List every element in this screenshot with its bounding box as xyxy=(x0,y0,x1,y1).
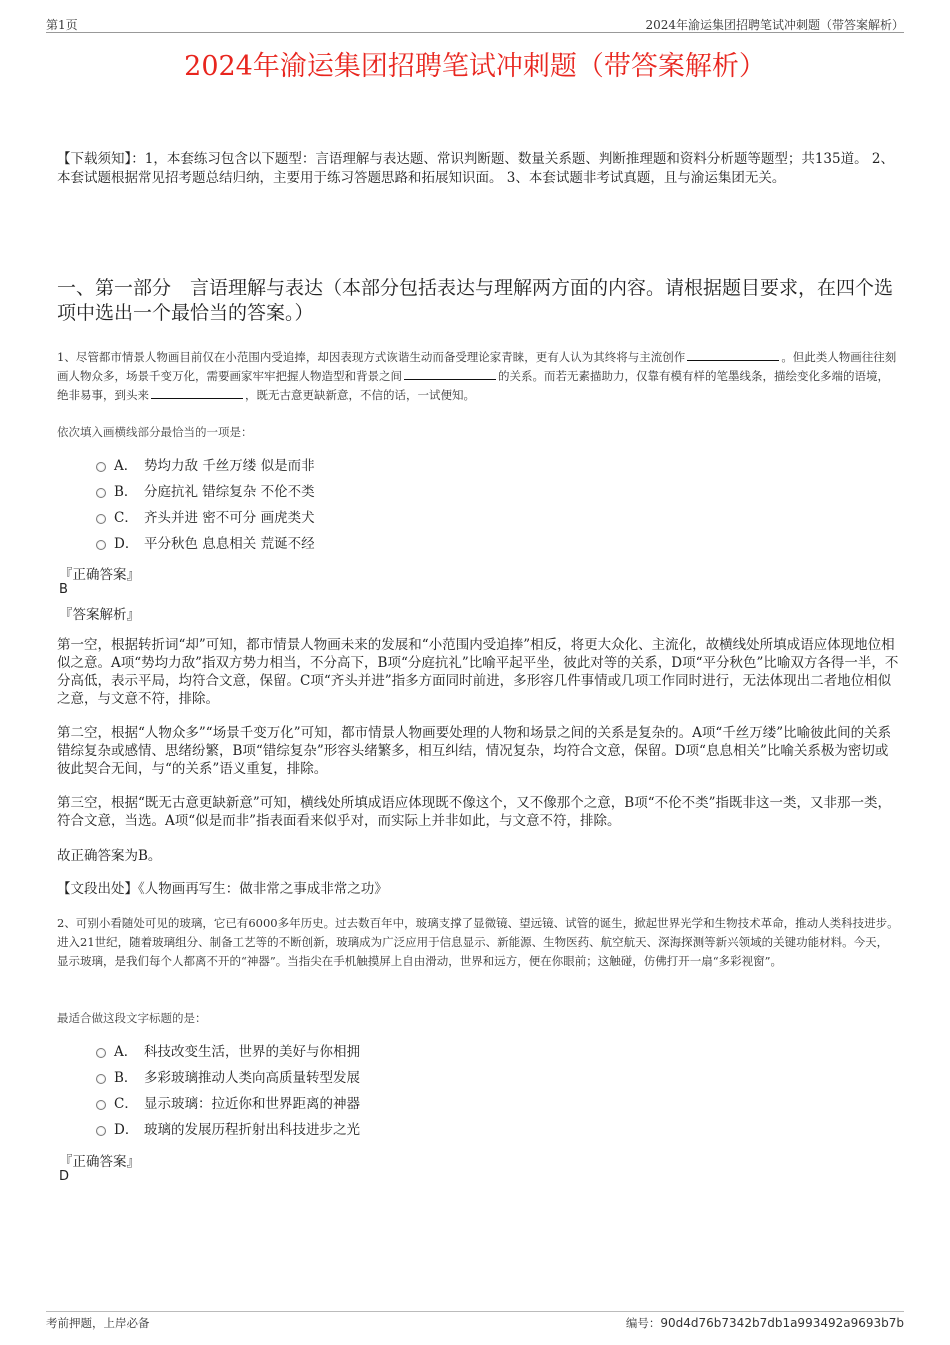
page-footer xyxy=(46,1311,904,1332)
analysis-paragraph: 第一空，根据转折词“却”可知，都市情景人物画未来的发展和“小范围内受追捧”相反，将更大众化、主流化，故横线处所填成语应体现地位相似之意。A项“势均力敌”指双方势力相当，不分高下，B项“分庭抗礼”比喻平起平坐，彼此对等的关系，D项“平分秋色”比喻双方各得一半，不分高低，表示平局，均符合文意，保留。C项“齐头并进”指多方面同时前进，多形容几件事情或几项工作同时进行，无法体现出二者地位相似之意，与文意不符，排除。 xyxy=(57,637,899,707)
fill-blank xyxy=(404,368,496,380)
footer-code: 编号：90d4d76b7342b7db1a993492a9693b7b xyxy=(625,1316,904,1330)
radio-icon[interactable] xyxy=(96,540,106,550)
page-number: 第1页 xyxy=(46,18,78,32)
question-2-option-d[interactable]: D． 玻璃的发展历程折射出科技进步之光 xyxy=(96,1120,360,1140)
analysis-paragraph: 第二空，根据“人物众多”“场景千变万化”可知，都市情景人物画要处理的人物和场景之间的关系是复杂的。A项“千丝万缕”比喻彼此间的关系错综复杂或感情、思绪纷繁，B项“错综复杂”形容头绪繁多，相互纠结，情况复杂，均符合文意，保留。D项“息息相关”比喻关系极为密切或彼此契合无间，与“的关系”语义重复，排除。 xyxy=(57,725,892,777)
question-2-stem: 2、可别小看随处可见的玻璃，它已有6000多年历史。过去数百年中，玻璃支撑了显微镜、望远镜、试管的诞生，掀起世界光学和生物技术革命，推动人类科技进步。进入21世纪，随着玻璃组分、制备工艺等的不断创新，玻璃成为广泛应用于信息显示、新能源、生物医药、航空航天、深海探测等新兴领域的关键功能材料。今天，显示玻璃，是我们每个人都离不开的“神器”。当指尖在手机触摸屏上自由滑动，世界和远方，便在你眼前；这触碰，仿佛打开一扇“多彩视窗”。 xyxy=(57,916,899,968)
radio-icon[interactable] xyxy=(96,1126,106,1136)
question-2-option-b[interactable]: B． 多彩玻璃推动人类向高质量转型发展 xyxy=(96,1068,360,1088)
radio-icon[interactable] xyxy=(96,1048,106,1058)
radio-icon[interactable] xyxy=(96,1100,106,1110)
download-notice: 【下载须知】：1，本套练习包含以下题型：言语理解与表达题、常识判断题、数量关系题、判断推理题和资料分析题等题型；共135道。 2、本套试题根据常见招考题总结归纳，主要用于练习答题思路和拓展知识面。 3、本套试题非考试真题，且与渝运集团无关。 xyxy=(57,151,894,186)
footer-slogan: 考前押题，上岸必备 xyxy=(46,1316,150,1330)
analysis-paragraph: 故正确答案为B。 xyxy=(57,848,162,864)
question-2-option-c[interactable]: C． 显示玻璃：拉近你和世界距离的神器 xyxy=(96,1094,360,1114)
question-2-prompt: 最适合做这段文字标题的是： xyxy=(57,1011,207,1025)
radio-icon[interactable] xyxy=(96,488,106,498)
fill-blank xyxy=(151,387,243,399)
question-2-option-a[interactable]: A． 科技改变生活，世界的美好与你相拥 xyxy=(96,1042,360,1062)
question-1-option-a[interactable]: A． 势均力敌 千丝万缕 似是而非 xyxy=(96,456,315,476)
document-title: 2024年渝运集团招聘笔试冲刺题（带答案解析） xyxy=(184,51,766,82)
question-1-prompt: 依次填入画横线部分最恰当的一项是： xyxy=(57,425,253,439)
analysis-paragraph: 第三空，根据“既无古意更缺新意”可知，横线处所填成语应体现既不像这个，又不像那个之意，B项“不伦不类”指既非这一类，又非那一类，符合文意，当选。A项“似是而非”指表面看来似乎对，而实际上并非如此，与文意不符，排除。 xyxy=(57,795,892,829)
fill-blank xyxy=(687,349,779,361)
radio-icon[interactable] xyxy=(96,462,106,472)
question-1-option-d[interactable]: D． 平分秋色 息息相关 荒诞不经 xyxy=(96,534,315,554)
source-citation: 【文段出处】《人物画再写生：做非常之事成非常之功》 xyxy=(57,881,388,897)
answer-label: 『正确答案』 xyxy=(59,567,140,583)
answer-value: B xyxy=(59,582,68,597)
page-header xyxy=(46,14,904,33)
question-1-option-c[interactable]: C． 齐头并进 密不可分 画虎类犬 xyxy=(96,508,315,528)
question-1-option-b[interactable]: B． 分庭抗礼 错综复杂 不伦不类 xyxy=(96,482,315,502)
radio-icon[interactable] xyxy=(96,514,106,524)
answer-value: D xyxy=(59,1169,70,1184)
section-title: 一、第一部分 言语理解与表达（本部分包括表达与理解两方面的内容。请根据题目要求，在四个选项中选出一个最恰当的答案。） xyxy=(57,277,894,324)
answer-label: 『正确答案』 xyxy=(59,1154,140,1170)
analysis-label: 『答案解析』 xyxy=(59,607,140,623)
radio-icon[interactable] xyxy=(96,1074,106,1084)
question-1-stem: 1、尽管都市情景人物画目前仅在小范围内受追捧，却因表现方式诙谐生动而备受理论家青睐，更有人认为其终将与主流创作 。但此类人物画往往刻画人物众多，场景千变万化，需要画家牢牢把握人物造型和背景之间 的关系。而若无素描助力，仅靠有模有样的笔墨线条，描绘变化多端的语境，绝非易事，到头来 ，既无古意更缺新意，不信的话，一试便知。 xyxy=(57,350,897,402)
header-doc-title: 2024年渝运集团招聘笔试冲刺题（带答案解析） xyxy=(645,18,904,32)
